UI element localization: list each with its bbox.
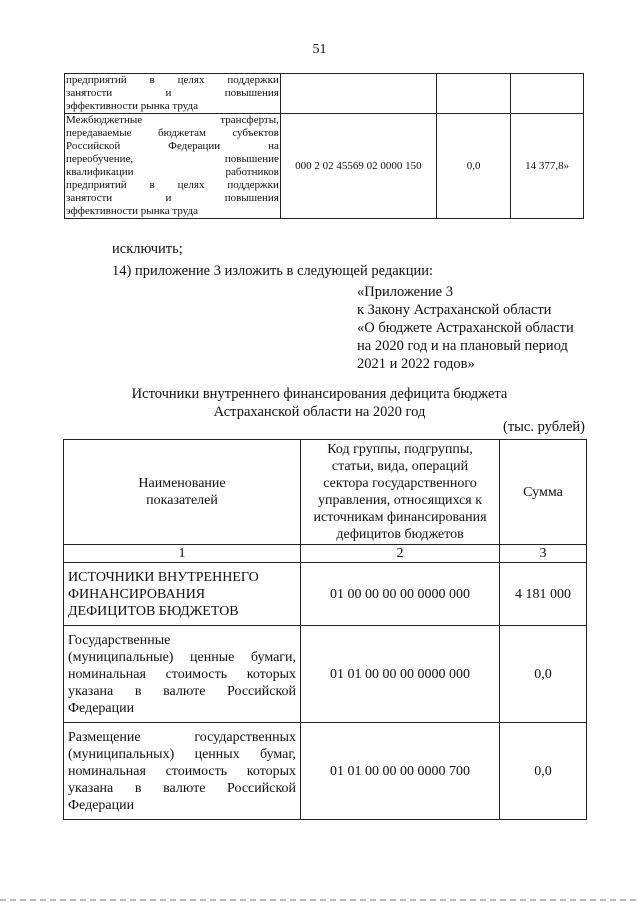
cell-line: Российской Федерации на xyxy=(66,140,279,152)
table-row xyxy=(64,723,587,820)
cell-line: Государственные xyxy=(68,632,171,648)
cell-line: номинальная стоимость которых xyxy=(68,763,297,779)
cell-line: Размещение государственных xyxy=(68,729,297,745)
annex-line: к Закону Астраханской области xyxy=(357,302,552,318)
units-label: (тыс. рублей) xyxy=(503,419,585,435)
header-line: Наименование xyxy=(138,476,226,491)
cell-line: занятости и повышения xyxy=(66,192,279,204)
value-2021-cell: 14 377,8» xyxy=(511,114,584,219)
column-number: 1 xyxy=(64,545,301,563)
header-sum: Сумма xyxy=(500,440,587,545)
header-line: показателей xyxy=(146,493,218,508)
cell-line: предприятий в целях поддержки xyxy=(66,74,279,86)
financing-sources-table xyxy=(63,439,587,820)
cell-line: указана в валюте Российской xyxy=(68,780,297,796)
column-number: 3 xyxy=(500,545,587,563)
sum-cell: 0,0 xyxy=(500,626,587,723)
indicator-name-cell xyxy=(64,563,301,626)
cell-line: передаваемые бюджетам субъектов xyxy=(66,127,279,139)
cell-line: ФИНАНСИРОВАНИЯ xyxy=(68,586,206,602)
annex-line: на 2020 год и на плановый период xyxy=(357,338,568,354)
header-line: Код группы, подгруппы, xyxy=(327,442,473,457)
cell-line: Федерации xyxy=(68,797,135,813)
header-name xyxy=(64,440,301,545)
header-line: дефицитов бюджетов xyxy=(336,527,464,542)
column-number: 2 xyxy=(301,545,500,563)
table-row xyxy=(64,626,587,723)
sum-cell: 0,0 xyxy=(500,723,587,820)
table-row xyxy=(65,74,584,114)
indicator-name-cell xyxy=(65,74,281,114)
cell-line: эффективности рынка труда xyxy=(66,100,198,112)
code-cell: 01 01 00 00 00 0000 000 xyxy=(301,626,500,723)
indicator-name-cell xyxy=(64,723,301,820)
title-line: Астраханской области на 2020 год xyxy=(213,404,426,420)
header-line: управления, относящихся к xyxy=(318,493,483,508)
cell-line: ДЕФИЦИТОВ БЮДЖЕТОВ xyxy=(68,603,239,619)
cell-line: занятости и повышения xyxy=(66,87,279,99)
cell-line: эффективности рынка труда xyxy=(66,205,198,217)
code-cell xyxy=(280,74,436,114)
cell-line: (муниципальные) ценные бумаги, xyxy=(68,649,297,665)
cell-line: предприятий в целях поддержки xyxy=(66,179,279,191)
cell-line: номинальная стоимость которых xyxy=(68,666,297,682)
value-2020-cell xyxy=(436,74,511,114)
header-line: источникам финансирования xyxy=(313,510,487,525)
page-number: 51 xyxy=(312,42,327,57)
exclude-text: исключить; xyxy=(112,241,183,257)
annex-line: 2021 и 2022 годов» xyxy=(357,356,475,372)
cell-line: Федерации xyxy=(68,700,135,716)
column-number-row xyxy=(64,545,587,563)
code-cell: 01 00 00 00 00 0000 000 xyxy=(301,563,500,626)
item-14-text: 14) приложение 3 изложить в следующей редакции: xyxy=(112,263,434,279)
table-title xyxy=(0,385,639,421)
code-cell: 000 2 02 45569 02 0000 150 xyxy=(280,114,436,219)
table-row xyxy=(65,114,584,219)
cell-line: (муниципальных) ценных бумаг, xyxy=(68,746,297,762)
annex-line: «Приложение 3 xyxy=(357,284,453,300)
annex-heading xyxy=(357,283,574,373)
annex-line: «О бюджете Астраханской области xyxy=(357,320,574,336)
code-cell: 01 01 00 00 00 0000 700 xyxy=(301,723,500,820)
cell-line: указана в валюте Российской xyxy=(68,683,297,699)
cell-line: квалификации работников xyxy=(66,166,279,178)
sum-cell: 4 181 000 xyxy=(500,563,587,626)
header-code xyxy=(301,440,500,545)
indicator-name-cell xyxy=(64,626,301,723)
cell-line: Межбюджетные трансферты, xyxy=(66,114,279,126)
page-edge-divider xyxy=(0,899,639,901)
header-line: сектора государственного xyxy=(323,476,477,491)
indicator-name-cell xyxy=(65,114,281,219)
table-row xyxy=(64,563,587,626)
continued-table xyxy=(64,73,584,219)
title-line: Источники внутреннего финансирования дефицита бюджета xyxy=(131,386,508,402)
header-row xyxy=(64,440,587,545)
value-2020-cell: 0,0 xyxy=(436,114,511,219)
cell-line: переобучение, повышение xyxy=(66,153,279,165)
header-line: статьи, вида, операций xyxy=(331,459,469,474)
value-2021-cell xyxy=(511,74,584,114)
cell-line: ИСТОЧНИКИ ВНУТРЕННЕГО xyxy=(68,569,259,585)
